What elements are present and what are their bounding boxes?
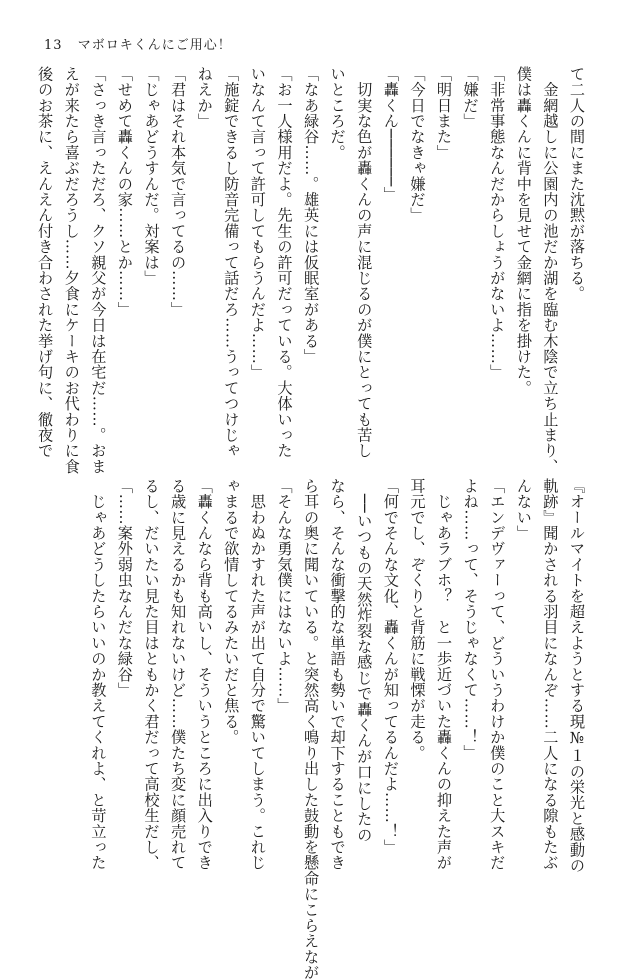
text-line: 『オールマイトを超えようとする現№１の栄光と感動の [568, 478, 586, 874]
running-header [44, 34, 232, 53]
book-title: マボロキくんにご用心！ [77, 38, 232, 53]
text-line: 僕は轟くんに背中を見せて金網に指を掛けた。 [514, 66, 533, 396]
text-line: 「エンデヴァーって、どういうわけか僕のこと大スキだ [488, 478, 507, 871]
text-line: ら耳の奥に聞いている。と突然高く鳴り出した鼓動を懸命にこらえなが [302, 478, 321, 980]
text-line: じゃあラブホ？ と一歩近づいた轟くんの抑えた声が [435, 478, 454, 871]
text-line: 軌跡』聞かされる羽目になんぞ……二人になる隙もたぶ [541, 478, 560, 871]
text-line: ゃまるで欲情してるみたいだと焦る。 [222, 478, 241, 745]
text-line: 「今日でなきゃ嫌だ」 [408, 66, 427, 223]
text-line: いなんて言って許可してもらうんだよ……」 [248, 66, 267, 380]
text-line: ──いつもの天然炸裂な感じで轟くんが口にしたの [355, 478, 374, 843]
text-line: よね……って、そうじゃなくて……！」 [461, 478, 480, 761]
text-line: 「轟くんなら背も高いし、そういうところに出入りでき [195, 478, 214, 871]
text-line: 切実な色が轟くんの声に混じるのが僕にとっても苦し [355, 66, 374, 459]
text-line: 「何でそんな文化、轟くんが知ってるんだよ……！」 [381, 478, 400, 855]
text-line: 「なあ緑谷……。雄英には仮眠室がある」 [302, 66, 321, 365]
text-line: じゃあどうしたらいいのか教えてくれよ、と苛立った [89, 478, 108, 871]
text-line: る歳に見えるかも知れないけど……僕たち変に顔売れて [169, 478, 188, 871]
text-line: 「轟くん──────」 [381, 66, 400, 203]
text-line: 「……案外弱虫なんだな緑谷」 [115, 478, 134, 698]
text-line: んない」 [514, 478, 533, 541]
text-line: えが来たら喜ぶだろうし……夕食にケーキのお代わりに食 [62, 66, 81, 475]
text-line: 耳元でし、ぞくりと背筋に戦慄が走る。 [408, 478, 427, 761]
lower-text-block [85, 478, 590, 980]
text-line: て二人の間にまた沈黙が落ちる。 [568, 66, 586, 302]
text-line: るし、だいたい見た目はともかく君だって高校生だし、 [142, 478, 161, 871]
text-line: 「非常事態なんだからしょうがないよ……」 [488, 66, 507, 380]
text-line: 「じゃあどうすんだ。対案は」 [142, 66, 161, 286]
text-line: 後のお茶に、えんえん付き合わされた挙げ句に、徹夜で [36, 66, 55, 459]
upper-text-block [32, 66, 590, 475]
page-number: 13 [44, 38, 63, 53]
text-line: いところだ。 [328, 66, 347, 161]
text-line: 「せめて轟くんの家……とか……」 [115, 66, 134, 318]
text-line: 「君はそれ本気で言ってるの……」 [169, 66, 188, 318]
text-line: 「嫌だ」 [461, 66, 480, 129]
text-line: 金網越しに公園内の池だか湖を臨む木陰で立ち止まり、 [541, 66, 560, 475]
text-line: 思わぬかすれた声が出て自分で驚いてしまう。これじ [248, 478, 267, 871]
text-line: なら、そんな衝撃的な単語も勢いで却下することもでき [328, 478, 347, 871]
text-line: 「明日また」 [435, 66, 454, 161]
text-line: 「さっき言っただろ、クソ親父が今日は在宅だ……。おま [89, 66, 108, 475]
text-line: 「お一人様用だよ。先生の許可だっている。大体いった [275, 66, 294, 459]
text-line: 「そんな勇気僕にはないよ……」 [275, 478, 294, 714]
text-line: ねえか」 [195, 66, 214, 129]
text-line: 「施錠できるし防音完備って話だろ……うってつけじゃ [222, 66, 241, 459]
